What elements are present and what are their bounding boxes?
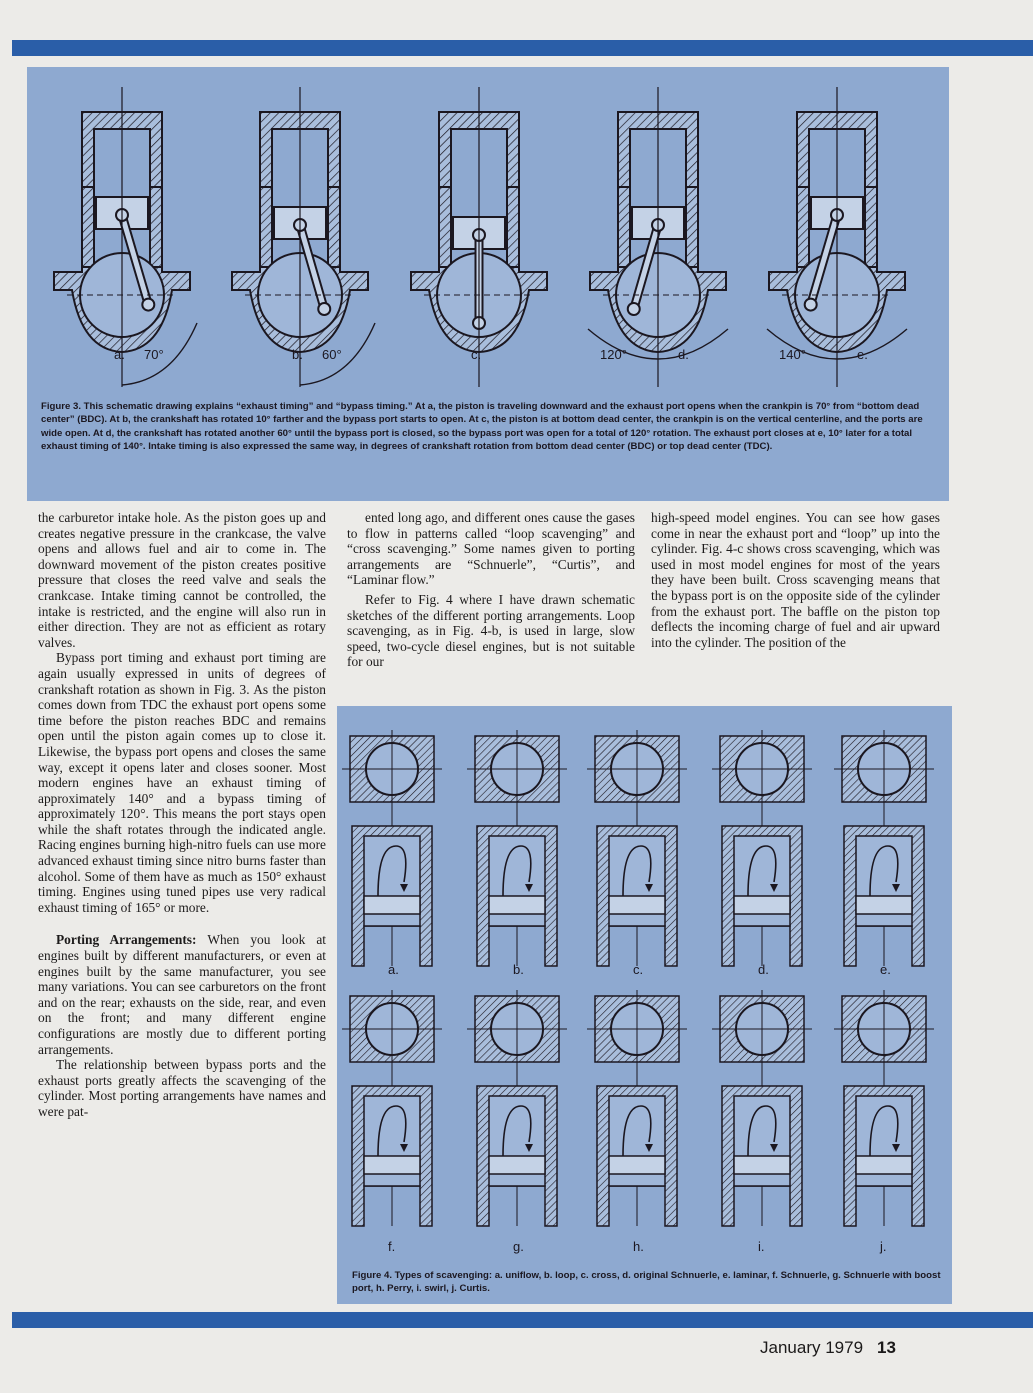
figure-3-drawing — [27, 67, 949, 397]
page-number: 13 — [877, 1338, 896, 1357]
engine-label-c: c. — [471, 347, 482, 362]
scavenging-sketch-j — [834, 990, 934, 1254]
column-1 — [38, 510, 326, 1120]
angle-label: 120° — [600, 347, 627, 362]
figure-4-caption: Figure 4. Types of scavenging: a. uniflow, b. loop, c. cross, d. original Schnuerle, e. laminar, f. Schnuerle, g. Schnuerle with boost port, h. Perry, i. swirl, j. Curtis. — [352, 1270, 941, 1295]
engine-label-e: e. — [857, 347, 868, 362]
column-2-paragraph-2: Refer to Fig. 4 where I have drawn schematic sketches of the different porting arrangements. Loop scavenging, as in Fig. 4-b, is used in large, slow speed, two-cycle diesel engines, but is not suitable for our — [347, 591, 635, 670]
scavenging-sketch-c — [587, 730, 687, 977]
porting-arrangements-heading: Porting Arrangements: — [56, 932, 197, 948]
sketch-label-g: g. — [513, 1239, 524, 1254]
column-1-paragraph-2: Bypass port timing and exhaust port timing are again usually expressed in units of degrees of crankshaft rotation as shown in Fig. 3. As the piston comes down from TDC the exhaust port opens some time before the piston reaches BDC and remains open until the piston again comes up to close it. Likewise, the bypass port opens and closes the same way, except it opens later and closes sooner. Most modern engines have an exhaust timing of approximately 140° and a bypass timing of approximately 120°. This means the port stays open while the shaft rotates through the indicated angle. Racing engines burning high-nitro fuels can use more advanced exhaust timing since nitro burns faster than alcohol. Some of them have as much as 150° exhaust timing. Engines using tuned pipes use very radical exhaust timing of 165° or more. — [38, 650, 326, 915]
engine-label-a: a. — [114, 347, 125, 362]
angle-label: 60° — [322, 347, 342, 362]
column-1-paragraph-1: the carburetor intake hole. As the piston goes up and creates negative pressure in the crankcase, the valve opens and allows fuel and air to come in. The downward movement of the piston creates positive pressure that closes the reed valve and seals the crankcase. Intake timing cannot be controlled, the intake is restricted, and the engine will also run in either direction. They are not as efficient as rotary valves. — [38, 510, 326, 650]
sketch-label-d: d. — [758, 962, 769, 977]
sketch-label-h: h. — [633, 1239, 644, 1254]
scavenging-sketch-h — [587, 990, 687, 1254]
column-1-paragraph-3 — [38, 932, 326, 1057]
sketch-label-j: j. — [880, 1239, 887, 1254]
sketch-label-c: c. — [633, 962, 644, 977]
sketch-label-a: a. — [388, 962, 399, 977]
figure-3 — [27, 67, 949, 501]
column-2 — [347, 510, 635, 670]
sketch-label-f: f. — [388, 1239, 396, 1254]
engine-section-a — [54, 87, 197, 387]
bottom-rule — [12, 1312, 1033, 1328]
angle-label: 70° — [144, 347, 164, 362]
scavenging-sketch-g — [467, 990, 567, 1254]
issue-date: January 1979 — [760, 1338, 864, 1357]
sketch-label-e: e. — [880, 962, 891, 977]
angle-label: 140° — [779, 347, 806, 362]
engine-section-b — [232, 87, 375, 387]
scavenging-sketch-a — [342, 730, 442, 977]
engine-label-b: b. — [292, 347, 303, 362]
column-3-paragraph-1: high-speed model engines. You can see how gases come in near the exhaust port and “loop” up into the cylinder. Fig. 4-c shows cross scavenging, which was used in most model engines for most of the years they have been built. Cross scavenging means that the bypass port is on the opposite side of the cylinder from the exhaust port. The baffle on the piston top deflects the incoming charge of fuel and air upward into the cylinder. The position of the — [651, 510, 940, 650]
top-rule — [12, 40, 1033, 56]
column-1-paragraph-4: The relationship between bypass ports and the exhaust ports greatly affects the scavenging of the cylinder. Most porting arrangements have names and were pat- — [38, 1057, 326, 1119]
scavenging-sketch-b — [467, 730, 567, 977]
porting-arrangements-text: When you look at engines built by different manufacturers, or even at engines built by the same manufacturer, you see many variations. You can see carburetors on the front and on the rear; exhausts on the side, rear, and even on the front; and many different engine configurations are mostly due to different porting arrangements. — [38, 932, 327, 1057]
column-2-paragraph-1: ented long ago, and different ones cause the gases to flow in patterns called “loop scavenging” and “cross scavenging.” Some names given to porting arrangements are “Schnuerle”, “Curtis”, and “Laminar flow.” — [347, 510, 635, 588]
column-3 — [651, 510, 940, 650]
engine-label-d: d. — [678, 347, 689, 362]
scavenging-sketch-e — [834, 730, 934, 977]
scavenging-sketch-i — [712, 990, 812, 1254]
engine-section-d — [588, 87, 728, 387]
page-footer — [760, 1338, 960, 1358]
scavenging-sketch-f — [342, 990, 442, 1254]
figure-4 — [337, 706, 952, 1304]
figure-3-caption: Figure 3. This schematic drawing explains “exhaust timing” and “bypass timing.” At a, the piston is traveling downward and the exhaust port opens when the crankpin is 70° from “bottom dead center” (BDC). At b, the crankshaft has rotated 10° farther and the bypass port starts to open. At c, the piston is at bottom dead center, the crankpin is on the vertical centerline, and the ports are wide open. At d, the crankshaft has rotated another 60° until the bypass port is closed, so the bypass port was open for a total of 120° rotation. The exhaust port closes at e, 10° later for a total exhaust timing of 140°. Intake timing is also expressed the same way, in degrees of crankshaft rotation from bottom dead center (BDC) or top dead center (TDC). — [41, 401, 923, 453]
figure-4-drawing — [337, 706, 952, 1266]
sketch-label-b: b. — [513, 962, 524, 977]
engine-section-e — [767, 87, 907, 387]
scavenging-sketch-d — [712, 730, 812, 977]
sketch-label-i: i. — [758, 1239, 765, 1254]
engine-section-c — [411, 87, 547, 387]
